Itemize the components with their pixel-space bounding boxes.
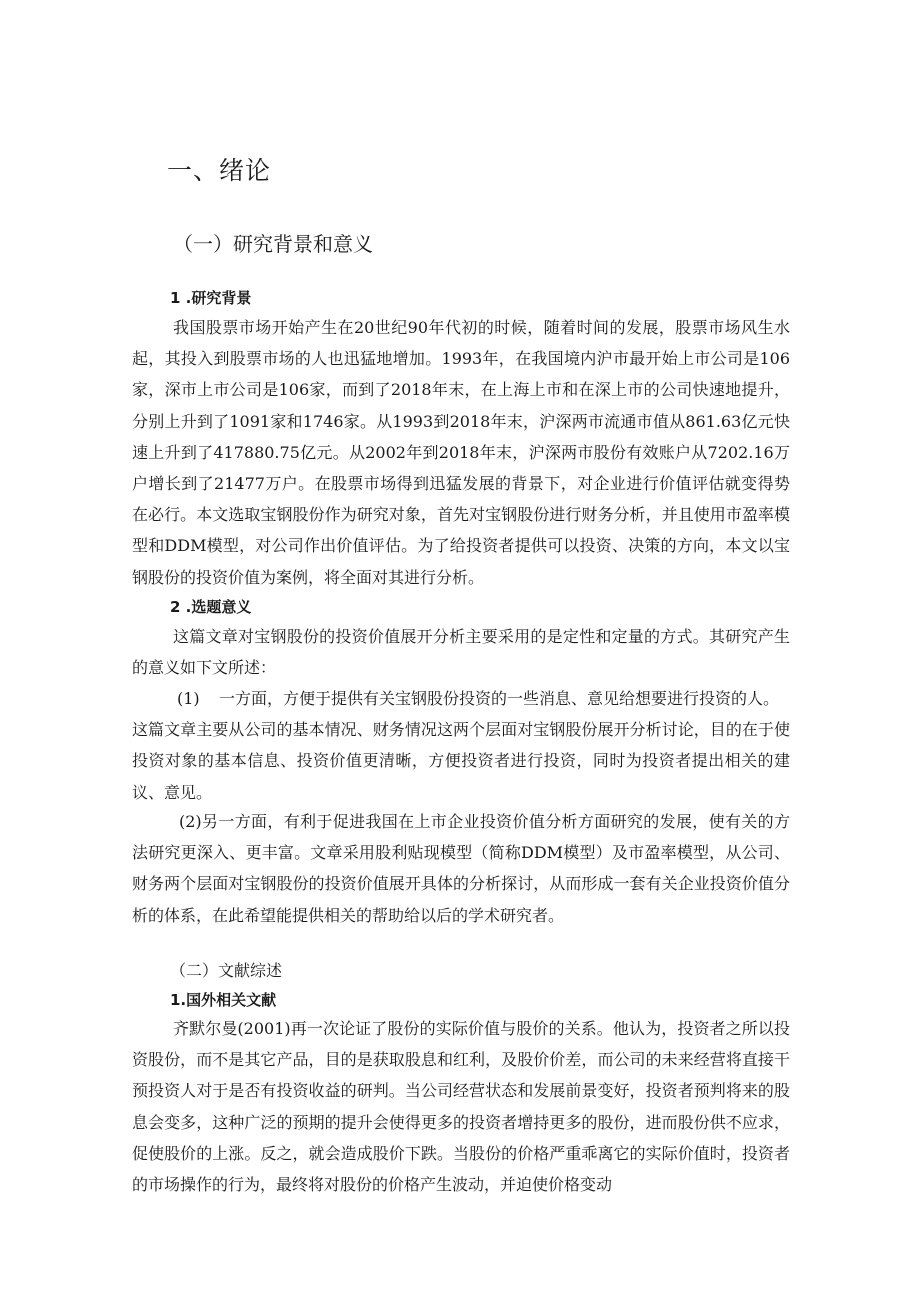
paragraph-foreign-literature: 齐默尔曼(2001)再一次论证了股份的实际价值与股价的关系。他认为，投资者之所以投资股份，而不是其它产品，目的是获取股息和红利，及股价价差，而公司的未来经营将直接干预投资人对于是否有投资收益的研判。当公司经营状态和发展前景变好，投资者预判将来的股息会变多，这种广泛的预期的提升会使得更多的投资者增持更多的股份，进而股份供不应求，促使股价的上涨。反之，就会造成股价下跌。当股份的价格严重乖离它的实际价值时，投资者的市场操作的行为，最终将对股份的价格产生波动，并迫使价格变动 — [132, 1019, 790, 1195]
list-item-1 — [132, 683, 790, 808]
paragraph-significance-intro: 这篇文章对宝钢股份的投资价值展开分析主要采用的是定性和定量的方式。其研究产生的意义如下文所述： — [132, 627, 790, 678]
subsection-title-background: 1 .研究背景 — [170, 289, 252, 307]
subsection-title-foreign-literature: 1.国外相关文献 — [170, 991, 277, 1009]
list-item-1-rest: 这篇文章主要从公司的基本情况、财务情况这两个层面对宝钢股份展开分析讨论，目的在于使投资对象的基本信息、投资价值更清晰，方便投资者进行投资，同时为投资者提出相关的建议、意见。 — [132, 720, 790, 802]
list-item-2: (2)另一方面，有利于促进我国在上市企业投资价值分析方面研究的发展，使有关的方法研究更深入、更丰富。文章采用股利贴现模型（简称DDM模型）及市盈率模型，从公司、财务两个层面对宝钢股份的投资价值展开具体的分析探讨，从而形成一套有关企业投资价值分析的体系，在此希望能提供相关的帮助给以后的学术研究者。 — [132, 812, 790, 925]
section-title-background: （一）研究背景和意义 — [173, 232, 373, 256]
paragraph-background: 我国股票市场开始产生在20世纪90年代初的时候，随着时间的发展，股票市场风生水起，其投入到股票市场的人也迅猛地增加。1993年，在我国境内沪市最开始上市公司是106家，深市上市公司是106家，而到了2018年末，在上海上市和在深上市的公司快速地提升，分别上升到了1091家和1746家。从1993到2018年末，沪深两市流通市值从861.63亿元快速上升到了417880.75亿元。从2002年到2018年末，沪深两市股份有效账户从7202.16万户增长到了21477万户。在股票市场得到迅猛发展的背景下，对企业进行价值评估就变得势在必行。本文选取宝钢股份作为研究对象，首先对宝钢股份进行财务分析，并且使用市盈率模型和DDM模型，对公司作出价值评估。为了给投资者提供可以投资、决策的方向，本文以宝钢股份的投资价值为案例，将全面对其进行分析。 — [132, 318, 790, 587]
subsection-title-significance: 2 .选题意义 — [170, 598, 252, 616]
chapter-title: 一、绪论 — [167, 156, 272, 185]
list-item-1-first-line — [132, 683, 790, 714]
list-item-1-first-text: 一方面，方便于提供有关宝钢股份投资的一些消息、意见给想要进行投资的人。 — [219, 689, 780, 708]
list-item-1-marker: (1) — [177, 689, 200, 708]
section-title-literature: （二）文献综述 — [170, 961, 283, 980]
